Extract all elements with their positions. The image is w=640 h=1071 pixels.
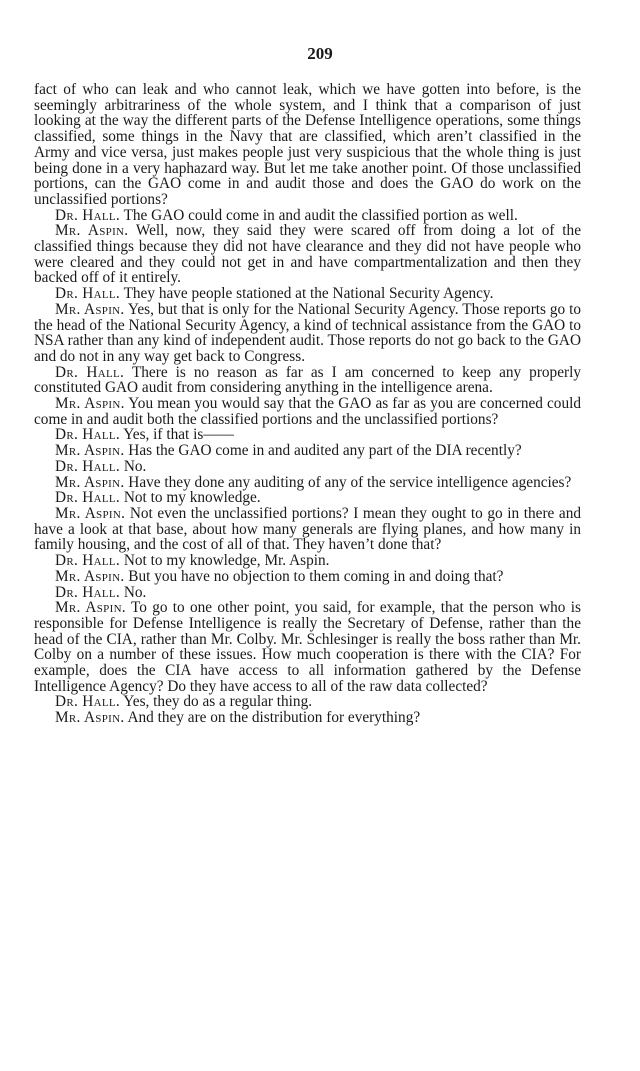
testimony-paragraph	[34, 506, 581, 553]
testimony-paragraph	[34, 694, 581, 710]
speech-text: And they are on the distribution for everything?	[127, 709, 421, 727]
testimony-paragraph	[34, 286, 581, 302]
speech-text: Has the GAO come in and audited any part of the DIA recently?	[128, 442, 522, 460]
speaker-name: Mr. Aspin.	[55, 222, 129, 240]
speech-text: There is no reason as far as I am concerned to keep any properly constituted GAO audit from considering anything in the intelligence arena.	[34, 363, 581, 397]
speaker-name: Dr. Hall.	[55, 426, 120, 444]
speech-text: But you have no objection to them coming in and doing that?	[128, 567, 504, 585]
speech-text: No.	[123, 583, 147, 601]
speech-text: Have they done any auditing of any of the service intelligence agencies?	[128, 473, 572, 491]
testimony-paragraph	[34, 710, 581, 726]
testimony-paragraph	[34, 443, 581, 459]
speaker-name: Mr. Aspin.	[55, 300, 125, 318]
speaker-name: Mr. Aspin.	[55, 504, 126, 522]
speech-text: The GAO could come in and audit the classified portion as well.	[123, 206, 518, 224]
testimony-paragraph	[34, 302, 581, 365]
speech-text: You mean you would say that the GAO as far as you are concerned could come in and audit both the classified portions and the unclassified portions?	[34, 395, 581, 428]
speech-text: They have people stationed at the National Security Agency.	[123, 285, 494, 303]
speech-text: No.	[123, 457, 147, 475]
testimony-paragraph	[34, 475, 581, 491]
speech-text: Yes, if that is——	[123, 426, 234, 444]
speaker-name: Dr. Hall.	[55, 583, 120, 601]
page-number: 209	[307, 44, 333, 63]
speaker-name: Dr. Hall.	[55, 206, 120, 224]
speaker-name: Mr. Aspin.	[55, 599, 126, 617]
speech-text: Well, now, they said they were scared off from doing a lot of the classified things because they did not have clearance and they did not have people who were cleared and they could not get in and have compartmentalization and then they backed off of it entirely.	[34, 222, 581, 287]
speaker-name: Dr. Hall.	[55, 489, 120, 507]
testimony-paragraph	[34, 600, 581, 694]
testimony-paragraph	[34, 569, 581, 585]
testimony-paragraph	[34, 459, 581, 475]
exchange-list	[34, 208, 581, 726]
speaker-name: Dr. Hall.	[55, 693, 120, 711]
speaker-name: Mr. Aspin.	[55, 395, 125, 413]
speaker-name: Mr. Aspin.	[55, 473, 125, 491]
testimony-paragraph	[34, 208, 581, 224]
speaker-name: Dr. Hall.	[55, 552, 120, 570]
testimony-paragraph	[34, 553, 581, 569]
transcript-body	[34, 82, 581, 726]
speaker-name: Dr. Hall.	[55, 457, 120, 475]
speaker-name: Mr. Aspin.	[55, 709, 125, 727]
speech-text: Not to my knowledge.	[123, 489, 261, 507]
speech-text: Yes, but that is only for the National Security Agency. Those reports go to the head of the National Security Agency, a kind of technical assistance from the GAO to NSA rather than any kind of independent audit. Those reports do not go back to the GAO and do not in any way get back to Congress.	[34, 300, 581, 365]
speech-text: Yes, they do as a regular thing.	[123, 693, 313, 711]
opening-paragraph: fact of who can leak and who cannot leak, which we have gotten into before, is the seemingly arbitrariness of the whole system, and I think that a comparison of just looking at the way the different parts of the Defense Intelligence operations, some things classified, some things in the Navy that are classified, which aren’t classified in the Army and vice versa, just makes people just very suspicious that the whole thing is just being done in a very haphazard way. But let me take another point. Of those unclassified portions, can the GAO come in and audit those and does the GAO do work on the unclassified portions?	[34, 81, 581, 208]
speaker-name: Mr. Aspin.	[55, 567, 125, 585]
speaker-name: Dr. Hall.	[55, 285, 120, 303]
speaker-name: Mr. Aspin.	[55, 442, 125, 460]
testimony-paragraph	[34, 585, 581, 601]
testimony-paragraph	[34, 223, 581, 286]
testimony-paragraph	[34, 427, 581, 443]
testimony-paragraph	[34, 490, 581, 506]
speech-text: To go to one other point, you said, for example, that the person who is responsible for Defense Intelligence is really the Secretary of Defense, rather than the head of the CIA, rather than Mr. Colby. Mr. Schlesinger is really the boss rather than Mr. Colby on a number of these issues. How much cooperation is there with the CIA? For example, does the CIA have access to all information gathered by the Defense Intelligence Agency? Do they have access to all of the raw data collected?	[34, 599, 581, 695]
testimony-paragraph	[34, 365, 581, 396]
speaker-name: Dr. Hall.	[55, 363, 125, 381]
speech-text: Not to my knowledge, Mr. Aspin.	[123, 552, 330, 570]
testimony-paragraph	[34, 396, 581, 427]
speech-text: Not even the unclassified portions? I mean they ought to go in there and have a look at that base, about how many generals are flying planes, and how many in family housing, and the cost of all of that. They haven’t done that?	[34, 504, 581, 554]
